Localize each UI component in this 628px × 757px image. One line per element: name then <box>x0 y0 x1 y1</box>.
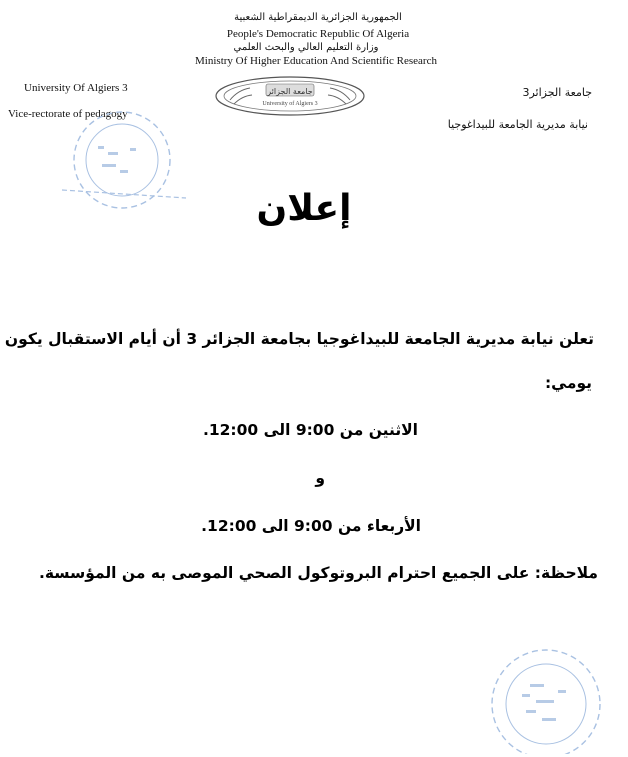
body-line-2: يومي: <box>544 374 592 392</box>
bottom-stamp-icon <box>478 642 628 754</box>
health-protocol-note: ملاحظة: على الجميع احترام البروتوكول الصحي الموصى به من المؤسسة. <box>38 564 598 582</box>
vice-rectorate-arabic: نيابة مديرية الجامعة للبيداغوجيا <box>447 118 588 131</box>
schedule-wednesday: الأربعاء من 9:00 الى 12:00. <box>201 517 421 535</box>
logo-name-arabic: جامعة الجزائر <box>267 87 313 96</box>
body-line-1: تعلن نيابة مديرية الجامعة للبيداغوجيا بجامعة الجزائر 3 أن أيام الاستقبال يكون <box>4 330 594 348</box>
logo-name-english: University of Algiers 3 <box>262 101 318 107</box>
announcement-title: إعلان <box>256 188 352 229</box>
ministry-arabic: وزارة التعليم العالي والبحث العلمي <box>233 42 379 53</box>
university-logo-icon <box>212 74 368 118</box>
ministry-english: Ministry Of Higher Education And Scientific Research <box>195 55 437 67</box>
republic-english: People's Democratic Republic Of Algeria <box>226 28 410 40</box>
conjunction-and: و <box>315 469 325 487</box>
university-arabic: جامعة الجزائر3 <box>522 86 592 99</box>
vice-rectorate-english: Vice-rectorate of pedagogy <box>8 108 128 120</box>
republic-arabic: الجمهورية الجزائرية الديمقراطية الشعبية <box>234 12 402 23</box>
university-english: University Of Algiers 3 <box>24 82 128 94</box>
schedule-monday: الاثنين من 9:00 الى 12:00. <box>202 421 418 439</box>
